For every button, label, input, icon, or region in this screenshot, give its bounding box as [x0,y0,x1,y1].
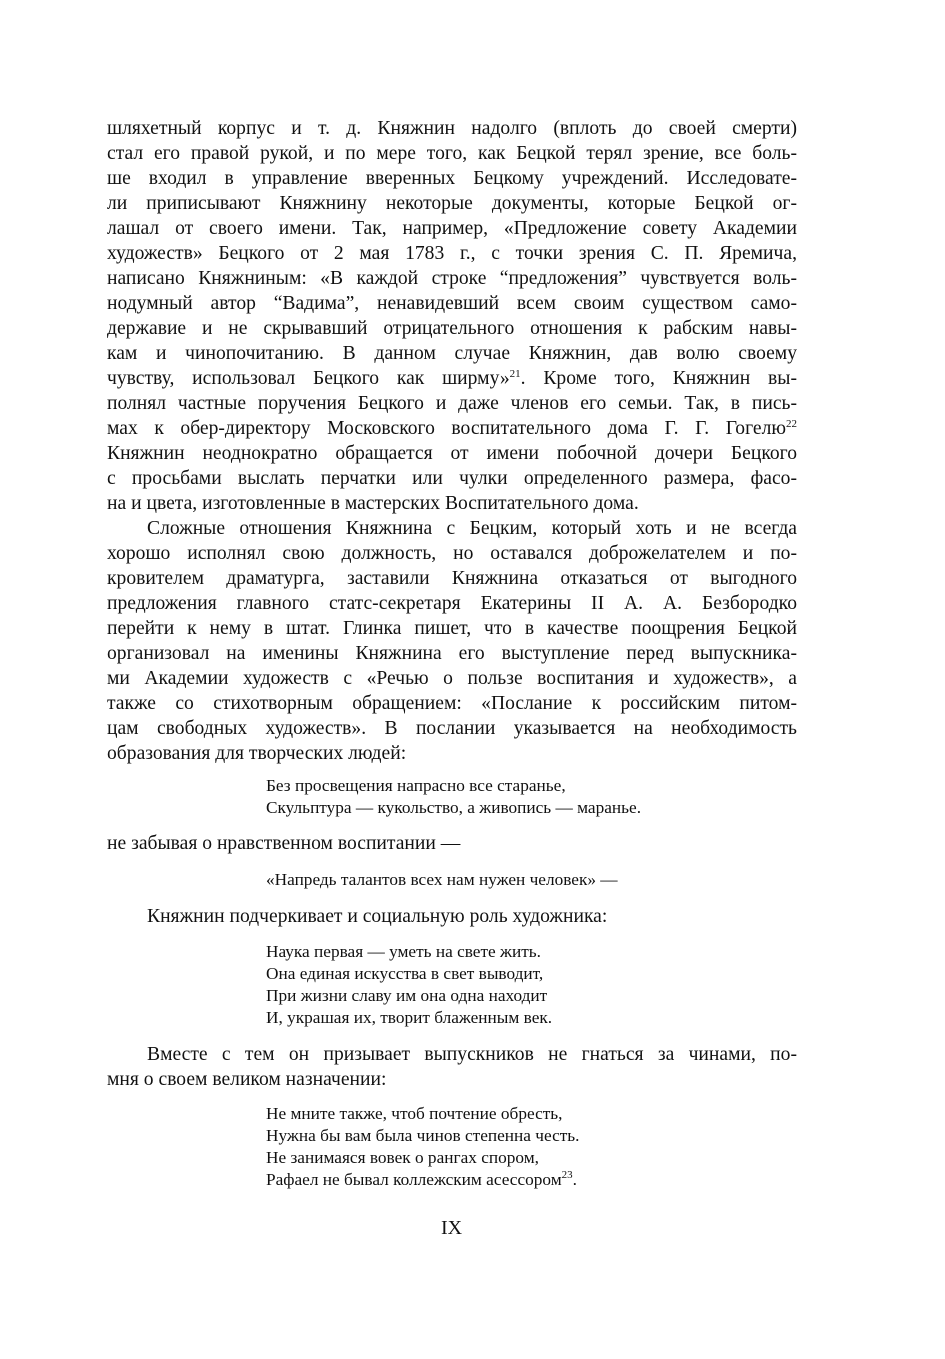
text-line: державие и не скрывавший отрицательного отношения к рабским навы- [107,318,797,339]
text-run: мах к обер-директору Московского воспитательного дома Г. Г. Гогелю [107,418,786,439]
text-line: написано Княжниным: «В каждой строке “предложения” чувствуется воль- [107,268,797,289]
verse-line [266,1169,577,1191]
text-line: ше входил в управление вверенных Бецкому учреждений. Исследовате- [107,168,797,189]
text-line: лашал от своего имени. Так, например, «Предложение совету Академии [107,218,797,239]
text-line: мня о своем великом назначении: [107,1069,387,1090]
text-line: полнял частные поручения Бецкого и даже членов его семьи. Так, в пись- [107,393,797,414]
footnote-ref-21: 21 [509,368,521,380]
text-line: Княжнин неоднократно обращается от имени побочной дочери Бецкого [107,443,797,464]
text-line: также со стихотворным обращением: «Послание к российским питом- [107,693,797,714]
verse-line: Без просвещения напрасно все старанье, [266,776,566,795]
verse-line: При жизни славу им она одна находит [266,986,548,1005]
page-number: IX [440,1217,463,1239]
text-line: шляхетный корпус и т. д. Княжнин надолго (вплоть до своей смерти) [107,118,797,139]
text-line: Сложные отношения Княжнина с Бецким, который хоть и не всегда [147,518,797,539]
text-line [107,366,797,391]
text-line: не забывая о нравственном воспитании — [107,833,461,854]
verse-line: Она единая искусства в свет выводит, [266,964,544,983]
text-line: кровителем драматурга, заставили Княжнина отказаться от выгодного [107,568,797,589]
text-line: ми Академии художеств с «Речью о пользе воспитания и художеств», а [107,668,797,689]
text-line: кам и чинопочитанию. В данном случае Княжнин, дав волю своему [107,343,797,364]
text-run: . Кроме того, Княжнин вы- [520,368,797,389]
text-line [107,416,797,441]
verse-line: Скульптура — кукольство, а живопись — маранье. [266,798,642,817]
text-line: на и цвета, изготовленные в мастерских Воспитательного дома. [107,493,639,514]
verse-line: Наука первая — уметь на свете жить. [266,942,541,961]
text-line: перейти к нему в штат. Глинка пишет, что в качестве поощрения Бецкой [107,618,797,639]
text-line: хорошо исполнял свою должность, но оставался доброжелателем и по- [107,543,797,564]
text-line: художеств» Бецкого от 2 мая 1783 г., с точки зрения С. П. Яремича, [107,243,797,264]
text-run: Рафаел не бывал коллежским асессором [266,1170,562,1189]
verse-line: «Напредь талантов всех нам нужен человек» — [266,870,618,889]
text-line: Княжнин подчеркивает и социальную роль художника: [147,906,608,927]
text-line: Вместе с тем он призывает выпускников не гнаться за чинами, по- [147,1044,797,1065]
text-line: организовал на именины Княжнина его выступление перед выпускника- [107,643,797,664]
text-run: чувству, использовал Бецкого как ширму» [107,368,510,389]
verse-line: Не мните также, чтоб почтение обресть, [266,1104,563,1123]
text-line: цам свободных художеств». В послании указывается на необходимость [107,718,797,739]
verse-line: И, украшая их, творит блаженным век. [266,1008,553,1027]
text-line: ли приписывают Княжнину некоторые документы, которые Бецкой ог- [107,193,797,214]
footnote-ref-23: 23 [561,1169,573,1181]
text-run: . [572,1170,577,1189]
verse-line: Нужна бы вам была чинов степенна честь. [266,1126,580,1145]
footnote-ref-22: 22 [786,418,797,430]
text-line: нодумный автор “Вадима”, ненавидевший всем своим существом само- [107,293,797,314]
text-line: стал его правой рукой, и по мере того, как Бецкой терял зрение, все боль- [107,143,797,164]
text-line: с просьбами выслать перчатки или чулки определенного размера, фасо- [107,468,797,489]
text-line: предложения главного статс-секретаря Екатерины II А. А. Безбородко [107,593,797,614]
text-line: образования для творческих людей: [107,743,407,764]
verse-line: Не занимаяся вовек о рангах спором, [266,1148,539,1167]
